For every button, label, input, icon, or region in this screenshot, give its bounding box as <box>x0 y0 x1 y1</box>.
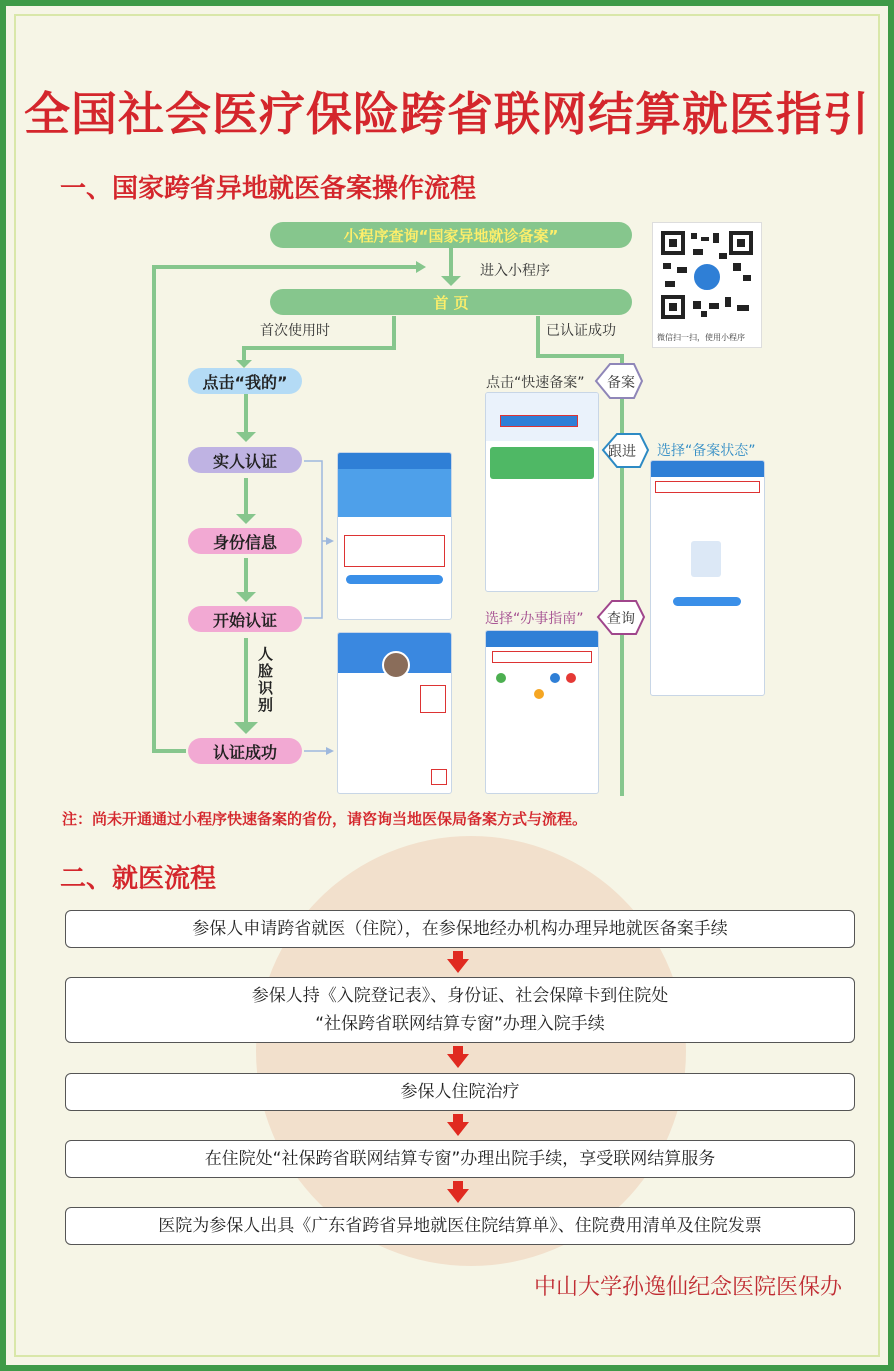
miniprogram-query-pill <box>270 222 632 248</box>
qr-caption: 微信扫一扫，使用小程序 <box>657 333 745 342</box>
phone-screen-mine <box>337 632 452 794</box>
phone-highlight <box>492 651 592 663</box>
visit-step-4 <box>65 1140 855 1178</box>
step-auth-success: 认证成功 <box>188 738 302 764</box>
visit-step-3 <box>65 1073 855 1111</box>
first-use-label: 首次使用时 <box>260 323 330 339</box>
step-identity-info: 身份信息 <box>188 528 302 554</box>
background-decoration <box>256 836 686 1266</box>
visit-step-text: 参保人持《入院登记表》、身份证、社会保障卡到住院处 <box>251 986 669 1006</box>
miniprogram-query-text: 小程序查询“国家异地就诊备案” <box>343 226 559 245</box>
phone-header <box>651 461 764 477</box>
phone-banner <box>338 469 451 517</box>
phone-screen-status <box>650 460 765 696</box>
phone-tab-highlight <box>431 769 447 785</box>
quick-filing-button <box>500 415 578 427</box>
quick-filing-label: 点击“快速备案” <box>486 375 585 391</box>
visit-step-2 <box>65 977 855 1043</box>
verified-label: 已认证成功 <box>546 323 616 339</box>
phone-button <box>673 597 741 606</box>
choose-guide-label: 选择“办事指南” <box>485 611 584 627</box>
visit-step-text: “社保跨省联网结算专窗”办理入院手续 <box>315 1014 605 1034</box>
phone-banner <box>490 447 594 479</box>
down-arrow-icon <box>447 1189 469 1203</box>
down-arrow-icon <box>447 1122 469 1136</box>
visit-step-text: 在住院处“社保跨省联网结算专窗”办理出院手续，享受联网结算服务 <box>204 1149 716 1169</box>
visit-step-1 <box>65 910 855 948</box>
section2-heading: 二、就医流程 <box>60 864 217 894</box>
step-real-person-auth: 实人认证 <box>188 447 302 473</box>
face-recognition-label: 人脸识别 <box>258 645 274 714</box>
follow-up-tag: 跟进 <box>608 444 636 460</box>
step-click-mine: 点击“我的” <box>188 368 302 394</box>
qr-code <box>652 222 762 348</box>
home-text: 首 页 <box>433 293 469 312</box>
avatar <box>382 651 410 679</box>
qr-code-icon <box>653 223 761 327</box>
section1-heading: 一、国家跨省异地就医备案操作流程 <box>60 174 477 204</box>
choose-status-label: 选择“备案状态” <box>657 443 756 459</box>
phone-icon-grid <box>486 667 598 705</box>
home-pill <box>270 289 632 315</box>
visit-step-text: 参保人申请跨省就医（住院），在参保地经办机构办理异地就医备案手续 <box>192 919 728 939</box>
visit-step-5 <box>65 1207 855 1245</box>
page-title: 全国社会医疗保险跨省联网结算就医指引 <box>24 87 870 141</box>
section1-note: 注：尚未开通通过小程序快速备案的省份，请咨询当地医保局备案方式与流程。 <box>62 810 588 828</box>
query-tag: 查询 <box>607 611 635 627</box>
empty-status-icon <box>691 541 721 577</box>
phone-screen-guide <box>485 630 599 794</box>
phone-form-highlight <box>344 535 445 567</box>
phone-header <box>338 453 451 469</box>
footer-org: 中山大学孙逸仙纪念医院医保办 <box>533 1275 842 1300</box>
phone-button <box>346 575 443 584</box>
down-arrow-icon <box>447 1054 469 1068</box>
down-arrow-icon <box>447 959 469 973</box>
phone-screen-home <box>485 392 599 592</box>
phone-screen-auth <box>337 452 452 620</box>
step-start-auth: 开始认证 <box>188 606 302 632</box>
filing-tag: 备案 <box>607 375 635 391</box>
phone-tabs-highlight <box>655 481 760 493</box>
enter-miniprogram-label: 进入小程序 <box>480 263 550 279</box>
visit-step-text: 参保人住院治疗 <box>400 1082 520 1102</box>
visit-step-text: 医院为参保人出具《广东省跨省异地就医住院结算单》、住院费用清单及住院发票 <box>158 1216 762 1236</box>
phone-highlight <box>420 685 446 713</box>
phone-header <box>486 631 598 647</box>
